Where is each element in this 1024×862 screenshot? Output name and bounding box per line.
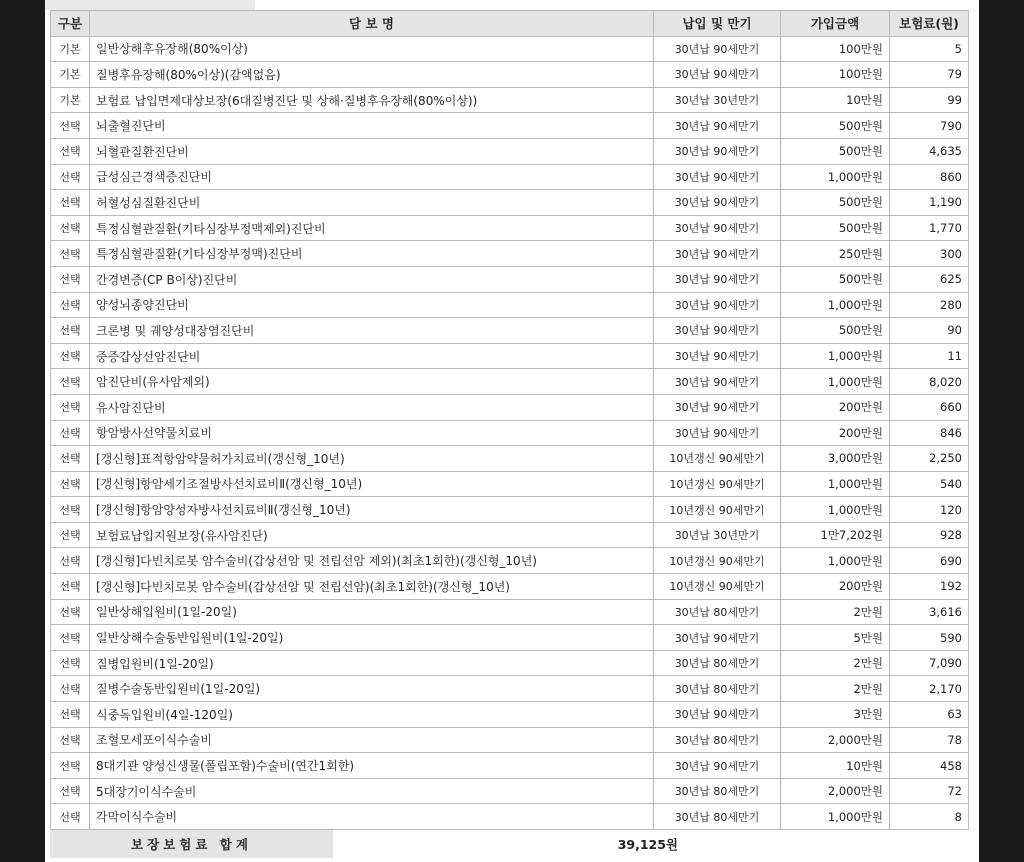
cell-name: [갱신형]항암양성자방사선치료비Ⅱ(갱신형_10년) [90, 497, 654, 523]
cell-premium: 72 [890, 778, 969, 804]
cell-amount: 2만원 [781, 676, 890, 702]
cell-premium: 1,190 [890, 190, 969, 216]
cell-name: 보험료 납입면제대상보장(6대질병진단 및 상해·질병후유장해(80%이상)) [90, 87, 654, 113]
header-amount: 가입금액 [781, 11, 890, 37]
cell-premium: 1,770 [890, 215, 969, 241]
table-row [51, 87, 969, 113]
cell-term: 30년납 90세만기 [654, 292, 781, 318]
cell-term: 10년갱신 90세만기 [654, 446, 781, 472]
cell-amount: 1,000만원 [781, 292, 890, 318]
table-row [51, 599, 969, 625]
cell-amount: 10만원 [781, 87, 890, 113]
cell-premium: 458 [890, 753, 969, 779]
table-row [51, 676, 969, 702]
cell-amount: 1,000만원 [781, 369, 890, 395]
cell-name: 5대장기이식수술비 [90, 778, 654, 804]
cell-amount: 100만원 [781, 62, 890, 88]
cell-term: 30년납 90세만기 [654, 62, 781, 88]
cell-amount: 500만원 [781, 215, 890, 241]
cell-type: 선택 [51, 343, 90, 369]
header-name: 담 보 명 [90, 11, 654, 37]
cell-type: 선택 [51, 778, 90, 804]
header-type: 구분 [51, 11, 90, 37]
cell-term: 30년납 90세만기 [654, 241, 781, 267]
header-premium: 보험료(원) [890, 11, 969, 37]
cell-premium: 690 [890, 548, 969, 574]
cell-type: 선택 [51, 574, 90, 600]
cell-term: 30년납 90세만기 [654, 113, 781, 139]
cell-type: 선택 [51, 318, 90, 344]
cell-term: 30년납 90세만기 [654, 625, 781, 651]
cell-type: 기본 [51, 87, 90, 113]
cell-name: 양성뇌종양진단비 [90, 292, 654, 318]
table-row [51, 804, 969, 830]
cell-amount: 200만원 [781, 574, 890, 600]
table-row [51, 190, 969, 216]
cell-premium: 90 [890, 318, 969, 344]
cell-term: 30년납 80세만기 [654, 804, 781, 830]
table-row [51, 36, 969, 62]
cell-premium: 4,635 [890, 138, 969, 164]
table-row [51, 727, 969, 753]
cell-term: 30년납 90세만기 [654, 318, 781, 344]
table-row [51, 266, 969, 292]
table-row [51, 778, 969, 804]
cell-name: 일반상해후유장해(80%이상) [90, 36, 654, 62]
table-row [51, 471, 969, 497]
cell-premium: 790 [890, 113, 969, 139]
cell-premium: 5 [890, 36, 969, 62]
cell-type: 선택 [51, 676, 90, 702]
header-row [51, 11, 969, 37]
cell-name: [갱신형]표적항암약물허가치료비(갱신형_10년) [90, 446, 654, 472]
cell-premium: 3,616 [890, 599, 969, 625]
cell-term: 30년납 90세만기 [654, 138, 781, 164]
cell-name: 질병입원비(1일-20일) [90, 650, 654, 676]
cell-name: 항암방사선약물치료비 [90, 420, 654, 446]
cell-term: 30년납 90세만기 [654, 420, 781, 446]
cell-premium: 11 [890, 343, 969, 369]
cell-name: 8대기관 양성신생물(폴립포함)수술비(연간1회한) [90, 753, 654, 779]
table-row [51, 62, 969, 88]
cell-type: 선택 [51, 164, 90, 190]
cell-name: 각막이식수술비 [90, 804, 654, 830]
coverage-table [50, 10, 969, 830]
cell-premium: 540 [890, 471, 969, 497]
cell-amount: 200만원 [781, 394, 890, 420]
cell-name: 조혈모세포이식수술비 [90, 727, 654, 753]
header-term: 납입 및 만기 [654, 11, 781, 37]
table-row [51, 369, 969, 395]
table-row [51, 343, 969, 369]
cell-amount: 1,000만원 [781, 804, 890, 830]
cell-name: [갱신형]다빈치로봇 암수술비(갑상선암 및 전립선암)(최초1회한)(갱신형_10년) [90, 574, 654, 600]
cell-amount: 200만원 [781, 420, 890, 446]
cell-premium: 8 [890, 804, 969, 830]
table-row [51, 702, 969, 728]
cell-type: 선택 [51, 650, 90, 676]
cell-amount: 1,000만원 [781, 548, 890, 574]
table-row [51, 446, 969, 472]
cell-type: 선택 [51, 241, 90, 267]
cell-premium: 2,250 [890, 446, 969, 472]
cell-name: 특정심혈관질환(기타심장부정맥)진단비 [90, 241, 654, 267]
table-row [51, 215, 969, 241]
cell-name: 질병후유장해(80%이상)(감액없음) [90, 62, 654, 88]
cell-amount: 500만원 [781, 113, 890, 139]
cell-term: 30년납 80세만기 [654, 599, 781, 625]
cell-name: 암진단비(유사암제외) [90, 369, 654, 395]
cell-type: 선택 [51, 702, 90, 728]
cell-amount: 2,000만원 [781, 727, 890, 753]
cell-type: 선택 [51, 113, 90, 139]
cell-name: 중증갑상선암진단비 [90, 343, 654, 369]
cell-type: 선택 [51, 138, 90, 164]
cell-premium: 928 [890, 522, 969, 548]
cell-term: 30년납 80세만기 [654, 778, 781, 804]
cell-premium: 660 [890, 394, 969, 420]
cell-name: 질병수술동반입원비(1일-20일) [90, 676, 654, 702]
cell-term: 30년납 90세만기 [654, 164, 781, 190]
cell-name: 뇌출혈진단비 [90, 113, 654, 139]
cell-name: 식중독입원비(4일-120일) [90, 702, 654, 728]
cell-term: 30년납 90세만기 [654, 343, 781, 369]
cell-name: 뇌혈관질환진단비 [90, 138, 654, 164]
cell-term: 10년갱신 90세만기 [654, 497, 781, 523]
total-row [50, 829, 968, 858]
top-strip [45, 0, 255, 10]
cell-type: 선택 [51, 753, 90, 779]
cell-amount: 100만원 [781, 36, 890, 62]
cell-amount: 2,000만원 [781, 778, 890, 804]
cell-type: 기본 [51, 62, 90, 88]
cell-name: 허혈성심질환진단비 [90, 190, 654, 216]
cell-type: 선택 [51, 497, 90, 523]
cell-amount: 2만원 [781, 650, 890, 676]
cell-amount: 10만원 [781, 753, 890, 779]
cell-amount: 1,000만원 [781, 471, 890, 497]
cell-premium: 192 [890, 574, 969, 600]
cell-term: 30년납 90세만기 [654, 702, 781, 728]
cell-name: 특정심혈관질환(기타심장부정맥제외)진단비 [90, 215, 654, 241]
cell-term: 30년납 90세만기 [654, 394, 781, 420]
cell-term: 10년갱신 90세만기 [654, 548, 781, 574]
cell-term: 30년납 90세만기 [654, 753, 781, 779]
cell-name: 급성심근경색증진단비 [90, 164, 654, 190]
cell-type: 선택 [51, 369, 90, 395]
cell-term: 10년갱신 90세만기 [654, 471, 781, 497]
cell-premium: 846 [890, 420, 969, 446]
cell-amount: 500만원 [781, 266, 890, 292]
cell-term: 30년납 90세만기 [654, 190, 781, 216]
table-row [51, 394, 969, 420]
table-row [51, 318, 969, 344]
cell-premium: 63 [890, 702, 969, 728]
cell-term: 30년납 90세만기 [654, 215, 781, 241]
table-row [51, 292, 969, 318]
cell-term: 30년납 30년만기 [654, 87, 781, 113]
cell-name: 일반상해입원비(1일-20일) [90, 599, 654, 625]
cell-type: 선택 [51, 394, 90, 420]
total-value: 39,125원 [617, 837, 678, 852]
table-row [51, 650, 969, 676]
cell-amount: 1만7,202원 [781, 522, 890, 548]
cell-name: [갱신형]다빈치로봇 암수술비(갑상선암 및 전립선암 제외)(최초1회한)(갱신형_10년) [90, 548, 654, 574]
cell-premium: 120 [890, 497, 969, 523]
cell-premium: 860 [890, 164, 969, 190]
cell-term: 30년납 30년만기 [654, 522, 781, 548]
table-row [51, 625, 969, 651]
cell-premium: 7,090 [890, 650, 969, 676]
cell-term: 30년납 90세만기 [654, 266, 781, 292]
cell-name: 간경변증(CP B이상)진단비 [90, 266, 654, 292]
cell-amount: 1,000만원 [781, 164, 890, 190]
cell-premium: 590 [890, 625, 969, 651]
table-row [51, 753, 969, 779]
table-row [51, 241, 969, 267]
table-row [51, 548, 969, 574]
cell-type: 선택 [51, 215, 90, 241]
cell-premium: 8,020 [890, 369, 969, 395]
cell-type: 선택 [51, 599, 90, 625]
cell-type: 선택 [51, 190, 90, 216]
cell-amount: 500만원 [781, 190, 890, 216]
cell-type: 선택 [51, 292, 90, 318]
table-row [51, 164, 969, 190]
table-row [51, 138, 969, 164]
total-label: 보장보험료 합계 [50, 830, 333, 858]
cell-type: 선택 [51, 522, 90, 548]
cell-term: 30년납 80세만기 [654, 727, 781, 753]
cell-type: 선택 [51, 420, 90, 446]
cell-amount: 1,000만원 [781, 497, 890, 523]
cell-type: 선택 [51, 625, 90, 651]
cell-amount: 3만원 [781, 702, 890, 728]
cell-name: 유사암진단비 [90, 394, 654, 420]
cell-type: 선택 [51, 548, 90, 574]
cell-premium: 2,170 [890, 676, 969, 702]
cell-premium: 625 [890, 266, 969, 292]
cell-premium: 300 [890, 241, 969, 267]
cell-amount: 5만원 [781, 625, 890, 651]
cell-amount: 3,000만원 [781, 446, 890, 472]
cell-name: 일반상해수술동반입원비(1일-20일) [90, 625, 654, 651]
cell-type: 선택 [51, 266, 90, 292]
cell-term: 30년납 90세만기 [654, 36, 781, 62]
table-row [51, 420, 969, 446]
cell-premium: 78 [890, 727, 969, 753]
cell-term: 30년납 80세만기 [654, 676, 781, 702]
cell-term: 10년갱신 90세만기 [654, 574, 781, 600]
cell-type: 선택 [51, 446, 90, 472]
cell-type: 선택 [51, 804, 90, 830]
cell-name: 보험료납입지원보장(유사암진단) [90, 522, 654, 548]
cell-amount: 1,000만원 [781, 343, 890, 369]
table-row [51, 497, 969, 523]
cell-name: [갱신형]항암세기조절방사선치료비Ⅱ(갱신형_10년) [90, 471, 654, 497]
cell-type: 선택 [51, 471, 90, 497]
cell-premium: 280 [890, 292, 969, 318]
cell-type: 기본 [51, 36, 90, 62]
cell-term: 30년납 80세만기 [654, 650, 781, 676]
cell-amount: 500만원 [781, 318, 890, 344]
cell-premium: 99 [890, 87, 969, 113]
cell-type: 선택 [51, 727, 90, 753]
cell-amount: 2만원 [781, 599, 890, 625]
cell-premium: 79 [890, 62, 969, 88]
cell-term: 30년납 90세만기 [654, 369, 781, 395]
table-row [51, 113, 969, 139]
table-row [51, 522, 969, 548]
table-row [51, 574, 969, 600]
cell-amount: 500만원 [781, 138, 890, 164]
cell-amount: 250만원 [781, 241, 890, 267]
cell-name: 크론병 및 궤양성대장염진단비 [90, 318, 654, 344]
